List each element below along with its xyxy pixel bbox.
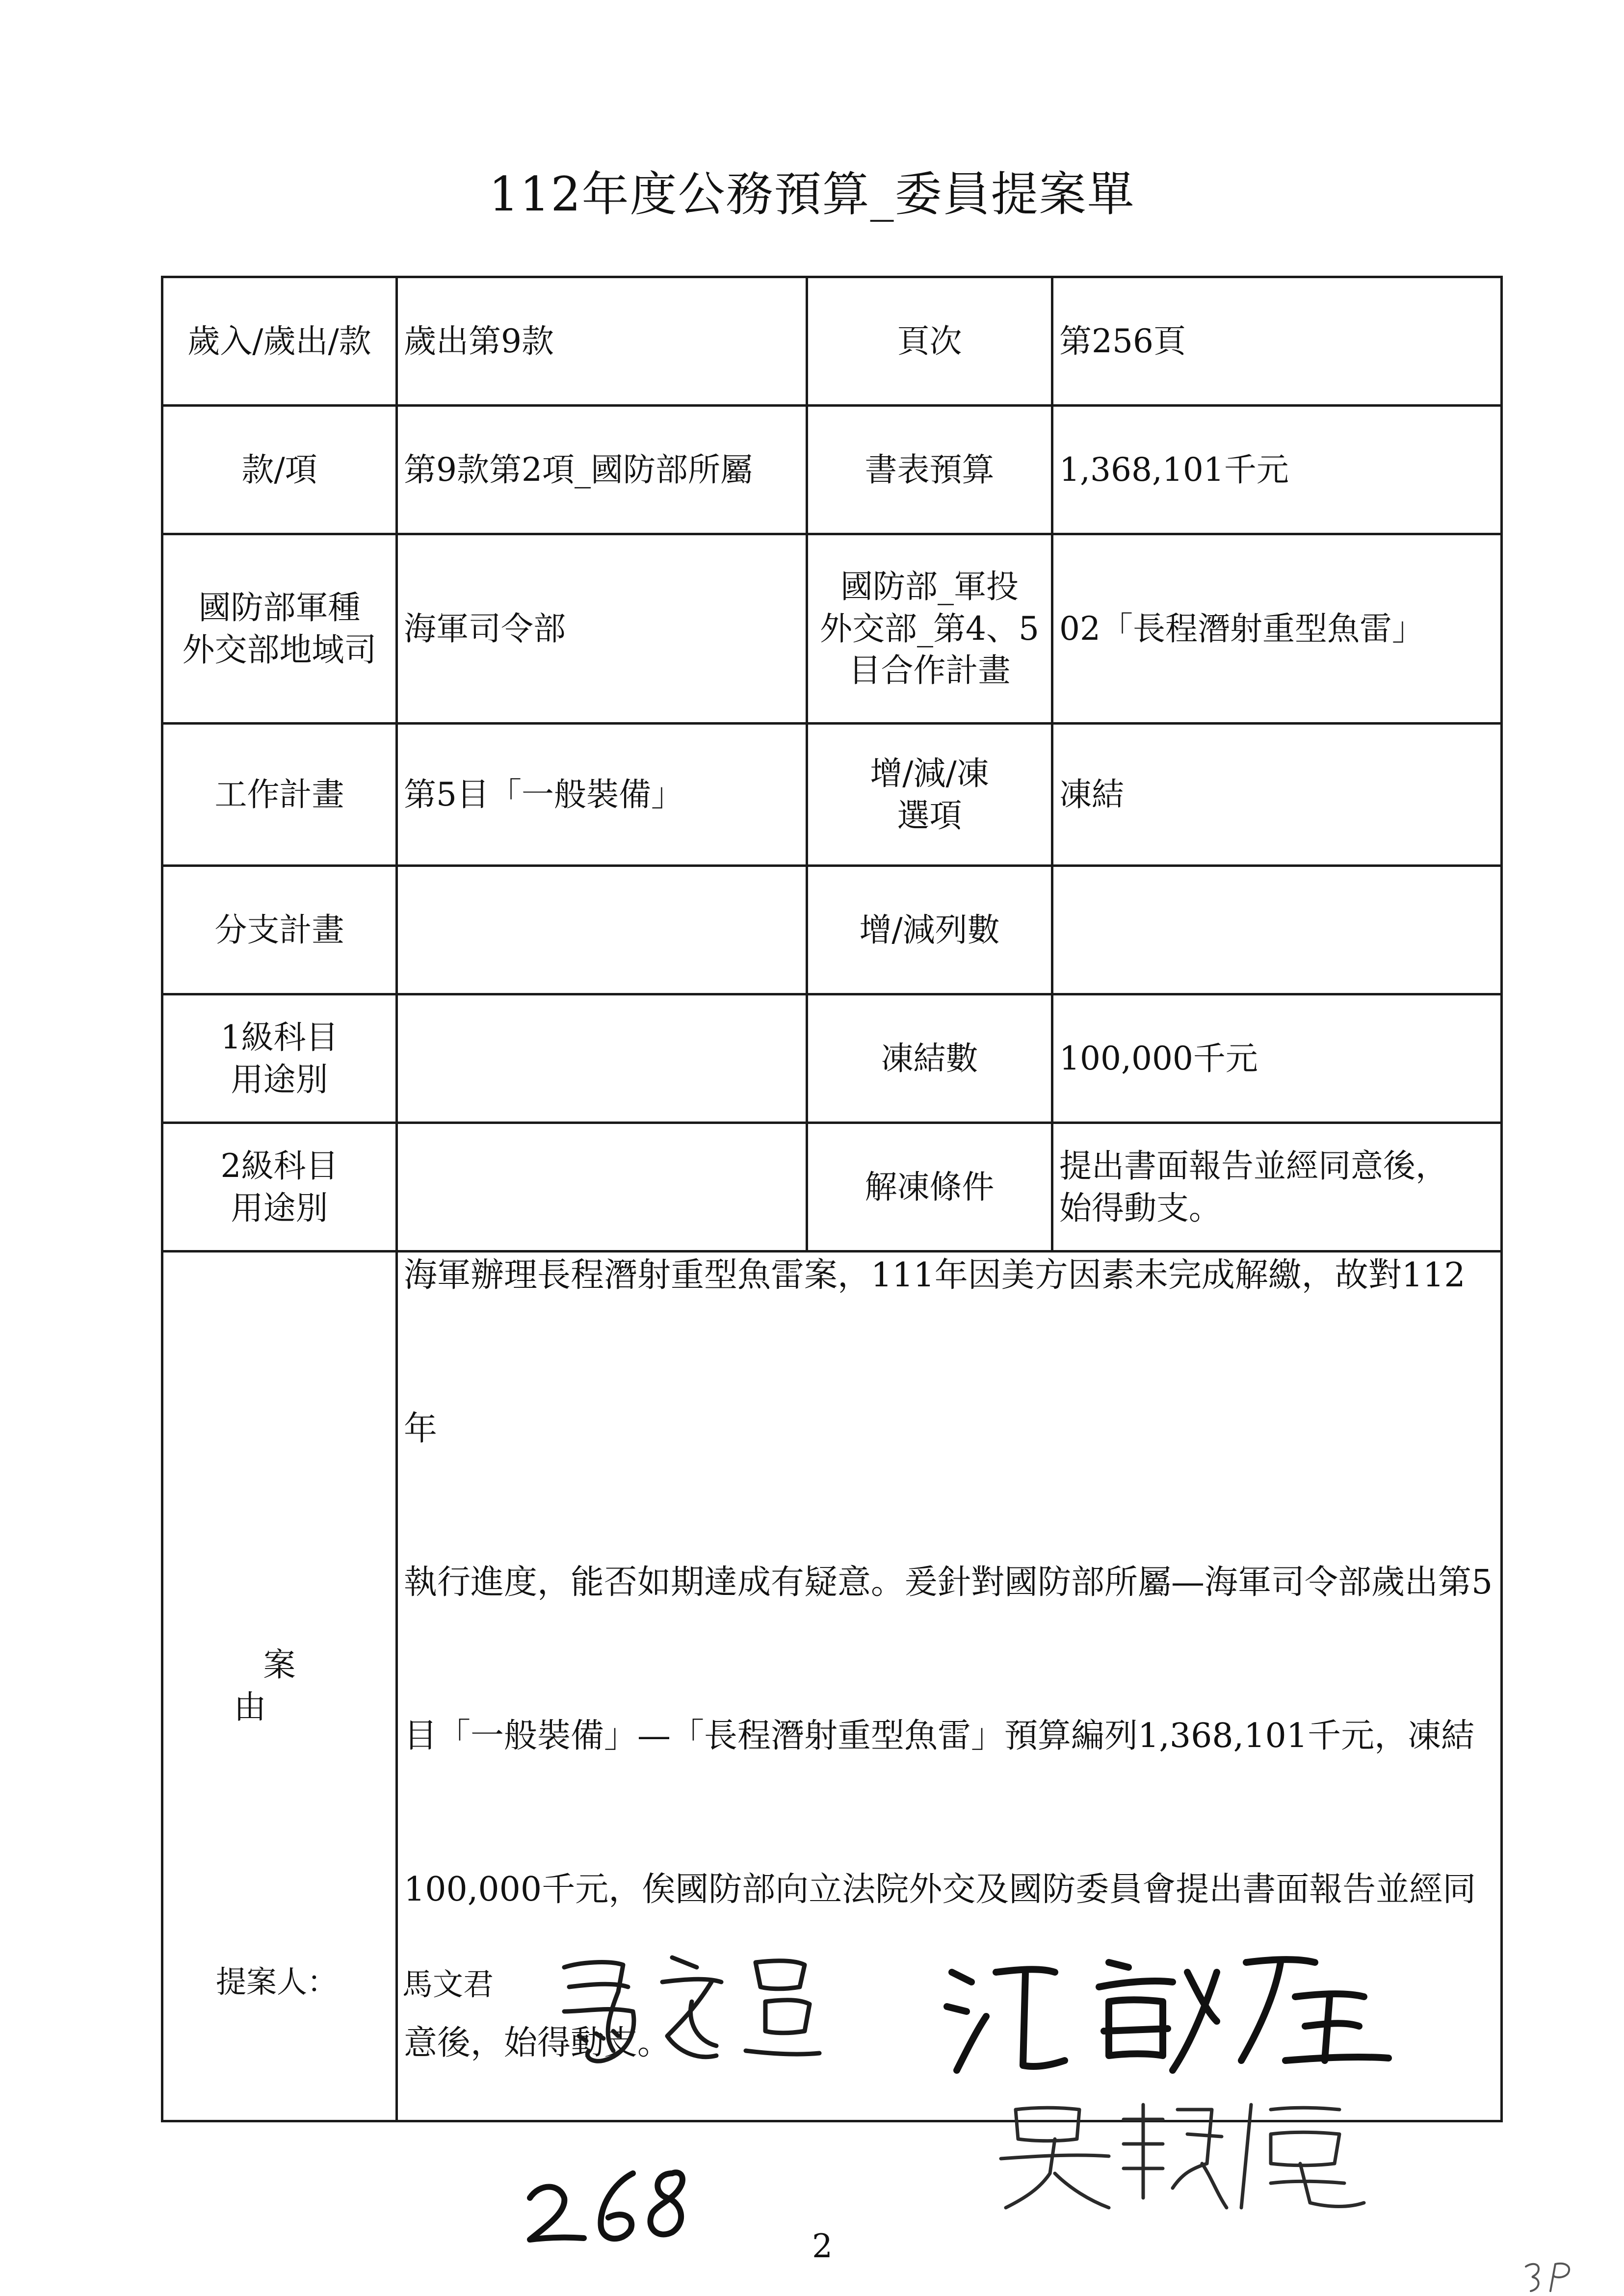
label-adjust-option (807, 724, 1052, 866)
value-adjust-amount (1052, 866, 1502, 994)
value-investment-plan: 02「長程潛射重型魚雷」 (1052, 534, 1502, 724)
label-sub-plan: 分支計畫 (162, 866, 397, 994)
value-revenue-expenditure: 歲出第9款 (397, 277, 807, 406)
label-frozen-amount: 凍結數 (807, 994, 1052, 1123)
value-military-branch: 海軍司令部 (397, 534, 807, 724)
form-row-account (162, 277, 1502, 406)
reason-line: 執行進度，能否如期達成有疑意。爰針對國防部所屬—海軍司令部歲出第5 (404, 1563, 1493, 1602)
label-level1-subject (162, 994, 397, 1123)
label-investment-plan (807, 534, 1052, 724)
form-row-work-plan (162, 724, 1502, 866)
signature-wu (996, 2090, 1369, 2218)
label-work-plan: 工作計畫 (162, 724, 397, 866)
label-line: 外交部地域司 (182, 630, 377, 669)
signature-ma (550, 1938, 824, 2080)
form-row-branch (162, 534, 1502, 724)
handwritten-corner-3p (1521, 2257, 1580, 2296)
label-line: 用途別 (231, 1060, 328, 1098)
label-line: 增/減/凍 (870, 754, 989, 792)
reason-line: 海軍辦理長程潛射重型魚雷案，111年因美方因素未完成解繳，故對112年 (404, 1256, 1466, 1448)
form-row-sub-plan (162, 866, 1502, 994)
label-statement-budget: 書表預算 (807, 406, 1052, 534)
value-item: 第9款第2項_國防部所屬 (397, 406, 807, 534)
value-work-plan: 第5目「一般裝備」 (397, 724, 807, 866)
signature-chiang (942, 1943, 1403, 2080)
value-adjust-option: 凍結 (1052, 724, 1502, 866)
label-page: 頁次 (807, 277, 1052, 406)
value-statement-budget: 1,368,101千元 (1052, 406, 1502, 534)
label-line: 用途別 (231, 1189, 328, 1227)
value-line: 始得動支。 (1059, 1189, 1221, 1227)
label-item: 款/項 (162, 406, 397, 534)
value-page: 第256頁 (1052, 277, 1502, 406)
proposer-label: 提案人： (216, 1964, 338, 2000)
label-military-branch (162, 534, 397, 724)
label-line: 外交部_第4、5 (820, 609, 1039, 648)
label-line: 2級科目 (220, 1147, 339, 1185)
label-unfreeze-condition: 解凍條件 (807, 1123, 1052, 1252)
value-line: 提出書面報告並經同意後， (1059, 1147, 1448, 1185)
label-line: 1級科目 (220, 1018, 339, 1056)
label-level2-subject (162, 1123, 397, 1252)
form-row-level1 (162, 994, 1502, 1123)
label-revenue-expenditure: 歲入/歲出/款 (162, 277, 397, 406)
value-sub-plan (397, 866, 807, 994)
reason-line: 100,000千元，俟國防部向立法院外交及國防委員會提出書面報告並經同 (404, 1870, 1476, 1909)
label-line: 國防部軍種 (198, 588, 361, 626)
proposer-name: 馬文君 (402, 1966, 494, 2002)
document-title: 112年度公務預算_委員提案單 (489, 167, 1135, 222)
label-adjust-amount: 增/減列數 (807, 866, 1052, 994)
reason-line: 意後，始得動支。 (404, 2024, 671, 2062)
reason-label-text: 案由 (234, 1646, 355, 1726)
value-frozen-amount: 100,000千元 (1052, 994, 1502, 1123)
reason-line: 目「一般裝備」—「長程潛射重型魚雷」預算編列1,368,101千元，凍結 (404, 1717, 1475, 1755)
label-line: 目合作計畫 (848, 652, 1011, 690)
handwritten-number-268 (520, 2154, 697, 2252)
label-line: 國防部_軍投 (840, 567, 1019, 605)
form-row-item (162, 406, 1502, 534)
proposal-form-table (161, 276, 1503, 2122)
label-line: 選項 (897, 796, 962, 835)
page-number: 2 (812, 2227, 833, 2265)
value-level1-subject (397, 994, 807, 1123)
